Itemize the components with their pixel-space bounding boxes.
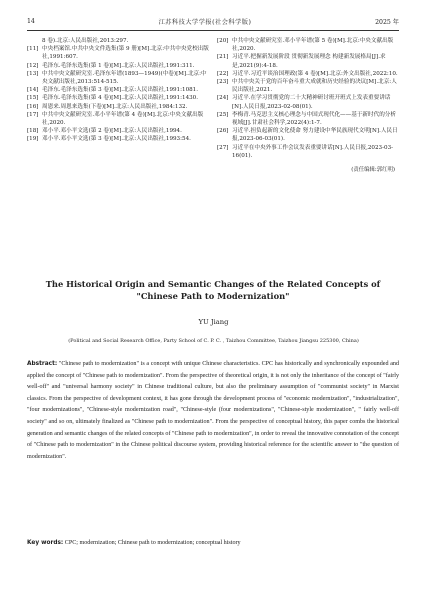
reference-number: [15] — [27, 95, 39, 102]
reference-item — [27, 127, 211, 135]
reference-number: [13] — [27, 70, 39, 77]
reference-number: [12] — [27, 62, 39, 69]
reference-item — [217, 94, 401, 110]
reference-item — [27, 135, 211, 143]
reference-text: 中共中央文献研究室.毛泽东年谱(1893—1949)(中卷)[M].北京:中央文献出版社,2013:514-515. — [42, 70, 207, 86]
reference-number: [26] — [217, 128, 229, 135]
reference-number: [19] — [27, 136, 39, 143]
reference-item — [27, 45, 211, 61]
reference-item — [27, 70, 211, 86]
reference-number: [20] — [217, 38, 229, 44]
english-abstract — [27, 359, 399, 463]
reference-text: 习近平.担负起新的文化使命 努力建设中华民族现代文明[N].人民日报,2023-06-03(01). — [232, 128, 398, 143]
reference-number — [27, 37, 42, 45]
editor-note: (责任编辑:郭红明) — [351, 167, 395, 174]
reference-text: 习近平在中央外事工作会议发表重要讲话[N].人民日报,2023-03-16(01). — [232, 144, 394, 159]
english-title-line-2: "Chinese Path to Modernization" — [136, 290, 290, 301]
author-affiliation: (Political and Social Research Office, Party School of C. P. C. , Taizhou Committee, Taizhou Jiangsu 225300, China) — [68, 338, 359, 344]
reference-text: 习近平.在学习贯彻党的二十大精神研讨班开班式上发表重要讲话[N].人民日报,2023-02-08(01). — [232, 95, 391, 110]
abstract-label: Abstract: — [27, 361, 58, 367]
reference-text: 李梅青.马克思主义核心理念与中国式现代化——基于新时代的分析视域[J].甘肃社会科学,2022(4):1-7. — [232, 111, 396, 127]
reference-text: 中央档案馆.中共中央文件选集(第 9 册)[M].北京:中共中央党校出版社,1991:607. — [42, 46, 209, 61]
reference-number: [27] — [217, 144, 229, 151]
abstract-text: "Chinese path to modernization" is a concept with unique Chinese characteristics. CPC has historically and synchronically expounded and applied the concept of "Chinese path to modernization". From the perspective of theoretical origin, it is not only the inheritance of the concept of "fairly well-off" and "universal harmony society" in Chinese traditional culture, but also the preliminary assumption of "communist society" in Marxist classics. From the perspective of development context, it has gone through the development process of "economic modernization", "industrialization", "four modernizations", "Chinese-style modernization road", "Chinese-style (four modernizations", "Chinese-style modernization", " fairly well-off society" and so on, ultimately finalized as "Chinese path to modernization". From the perspective of conceptual history, this paper combs the historical generation and semantic changes of the related concepts of "Chinese path to modernization", in order to reveal the innovative connotation of the concept of "Chinese path to modernization" in the Chinese political discourse system, providing historical reference for the scientific answer to "the question of modernization". — [27, 361, 399, 460]
reference-item — [27, 111, 211, 127]
reference-item — [217, 70, 401, 78]
english-keywords — [27, 538, 399, 548]
reference-number: [14] — [27, 87, 39, 94]
reference-text: 毛泽东.毛泽东选集(第 1 卷)[M].北京:人民出版社,1991:311. — [42, 62, 195, 69]
reference-text: 毛泽东.毛泽东选集(第 3 卷)[M].北京:人民出版社,1991:1081. — [42, 87, 199, 94]
reference-item — [27, 94, 211, 102]
reference-item — [217, 111, 401, 127]
reference-number: [18] — [27, 128, 39, 135]
reference-text: 邓小平.邓小平文选(第 2 卷)[M].北京:人民出版社,1994. — [42, 128, 182, 135]
page-header — [27, 14, 399, 31]
reference-text: 周恩来.周恩来选集(下卷)[M].北京:人民出版社,1984:132. — [42, 103, 188, 110]
reference-number: [21] — [217, 54, 229, 61]
references-section — [27, 37, 401, 173]
reference-text: 习近平.习近平谈治国理政(第 4 卷)[M].北京:外文出版社,2022:10. — [232, 70, 398, 77]
reference-item — [27, 62, 211, 70]
references-left-column — [27, 37, 211, 173]
journal-name: 江苏科技大学学报(社会科学版) — [158, 18, 252, 26]
reference-number: [24] — [217, 95, 229, 102]
reference-item — [217, 127, 401, 143]
keywords-text: CPC; modernization; Chinese path to modernization; conceptual history — [63, 540, 241, 546]
references-right-column — [217, 37, 401, 173]
reference-number: [11] — [27, 46, 39, 53]
page-number: 14 — [27, 17, 35, 25]
publication-year: 2025 年 — [375, 18, 399, 26]
reference-text: 邓小平.邓小平文选(第 3 卷)[M].北京:人民出版社,1993:54. — [42, 136, 191, 143]
reference-item — [217, 53, 401, 69]
reference-item — [217, 144, 401, 160]
reference-text: 毛泽东.毛泽东选集(第 4 卷)[M].北京:人民出版社,1991:1430. — [42, 95, 199, 102]
reference-number: [23] — [217, 79, 229, 86]
keywords-label: Key words: — [27, 540, 64, 546]
english-title — [27, 279, 399, 302]
reference-item — [217, 78, 401, 94]
reference-text: 习近平.把握新发展阶段 贯彻新发展理念 构建新发展格局[J].求是,2021(9):4-18. — [232, 54, 386, 69]
reference-item — [217, 37, 401, 53]
reference-text: 中共中央文献研究室.邓小平年谱(第 5 卷)[M].北京:中央文献出版社,2020. — [232, 38, 394, 53]
reference-item — [27, 37, 211, 45]
reference-text: 8 卷).北京:人民出版社,2013:297. — [42, 38, 129, 44]
reference-number: [17] — [27, 111, 39, 118]
author-name: YU Jiang — [198, 318, 229, 326]
reference-number: [16] — [27, 103, 39, 110]
reference-item — [27, 86, 211, 94]
reference-item — [27, 103, 211, 111]
reference-number: [25] — [217, 111, 229, 118]
english-title-line-1: The Historical Origin and Semantic Changes of the Related Concepts of — [45, 279, 381, 289]
reference-number: [22] — [217, 70, 229, 77]
reference-text: 中共中央文献研究室.邓小平年谱(第 4 卷)[M].北京:中央文献出版社,2020. — [42, 111, 204, 127]
reference-text: 中共中央关于党的百年奋斗重大成就和历史经验的决议[M].北京:人民出版社,2021. — [232, 79, 397, 94]
